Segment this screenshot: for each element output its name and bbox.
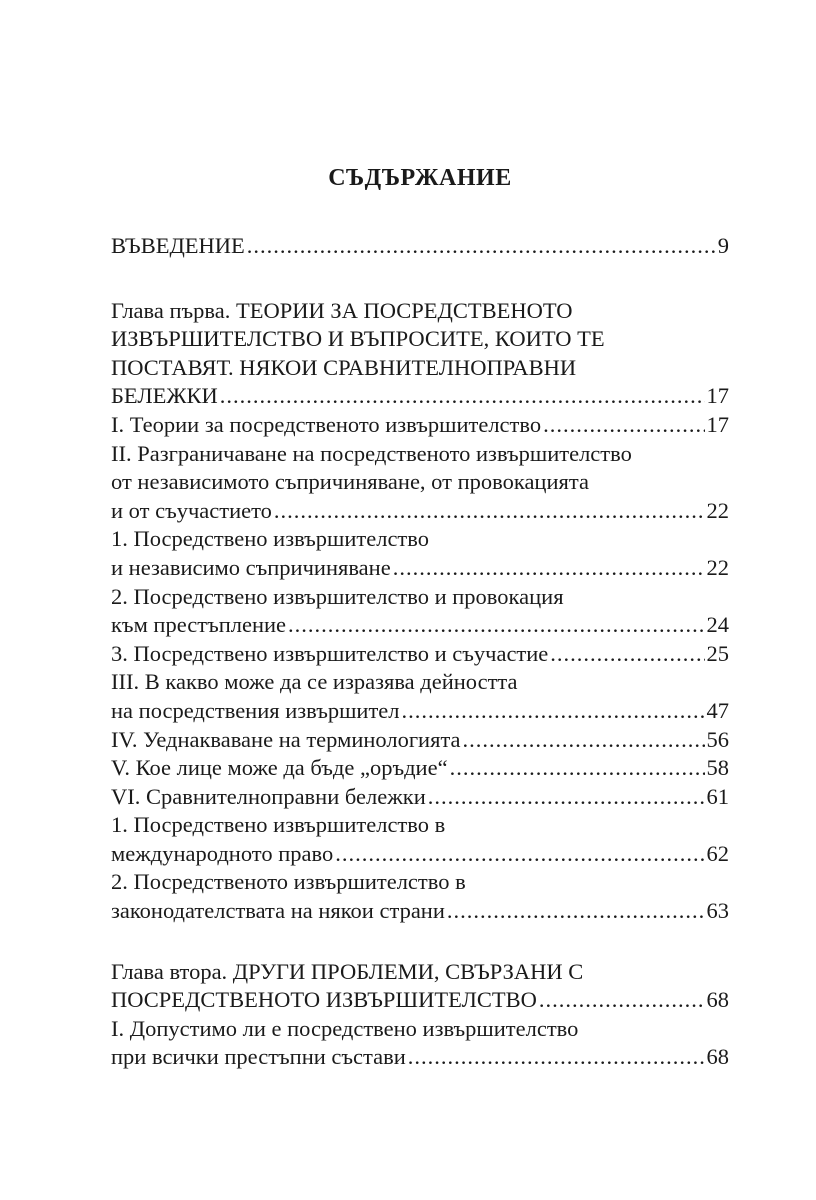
toc-entry-text: ПОСТАВЯТ. НЯКОИ СРАВНИТЕЛНОПРАВНИ	[111, 354, 577, 380]
toc-entry-text: ПОСРЕДСТВЕНОТО ИЗВЪРШИТЕЛСТВО	[111, 987, 537, 1013]
dot-leader	[463, 726, 705, 755]
toc-entry-text: II. Разграничаване на посредственото извършителство	[111, 440, 632, 466]
toc-page-number: 9	[717, 233, 729, 258]
toc-line	[111, 697, 729, 726]
toc-entry	[111, 868, 729, 925]
toc-line	[111, 325, 729, 354]
toc-entry-text: 2. Посредственото извършителство в	[111, 869, 466, 895]
toc-entry	[111, 440, 729, 526]
toc-entry-text: IV. Уеднакваване на терминологията	[111, 726, 461, 752]
toc-entry-text: от независимото съпричиняване, от провокацията	[111, 469, 589, 495]
toc-line	[111, 986, 729, 1015]
toc-page-number: 61	[706, 783, 729, 809]
toc-entry-text: при всички престъпни състави	[111, 1044, 406, 1070]
toc-line	[111, 868, 729, 897]
toc-entry-text: законодателствата на някои страни	[111, 898, 445, 924]
toc-page-number: 22	[706, 497, 729, 523]
dot-leader	[450, 754, 705, 783]
toc-page-number: 68	[706, 987, 729, 1013]
dot-leader	[543, 411, 704, 440]
toc-page-number: 58	[706, 755, 729, 781]
toc-entry	[111, 1015, 729, 1072]
dot-leader	[550, 640, 704, 669]
table-of-contents	[111, 232, 729, 1072]
dot-leader	[247, 232, 716, 261]
toc-line	[111, 1043, 729, 1072]
toc-page-number: 25	[706, 640, 729, 666]
toc-entry	[111, 783, 729, 812]
toc-entry	[111, 640, 729, 669]
toc-line	[111, 583, 729, 612]
toc-entry-text: на посредствения извършител	[111, 697, 400, 723]
toc-entry-text: V. Кое лице може да бъде „оръдие“	[111, 755, 448, 781]
toc-entry	[111, 411, 729, 440]
dot-leader	[274, 497, 705, 526]
toc-line	[111, 811, 729, 840]
toc-entry-text: VI. Сравнителноправни бележки	[111, 783, 426, 809]
toc-entry-text: към престъпление	[111, 612, 287, 638]
toc-entry-text: и от съучастието	[111, 497, 272, 523]
toc-entry	[111, 583, 729, 640]
dot-leader	[428, 783, 705, 812]
toc-entry-text: 2. Посредствено извършителство и провокация	[111, 583, 564, 609]
toc-line	[111, 297, 729, 326]
toc-entry-text: ИЗВЪРШИТЕЛСТВО И ВЪПРОСИТЕ, КОИТО ТЕ	[111, 326, 605, 352]
toc-page-number: 63	[706, 898, 729, 924]
toc-page-number: 56	[706, 726, 729, 752]
toc-entry-text: международното право	[111, 840, 334, 866]
toc-line	[111, 554, 729, 583]
toc-entry-text: I. Теории за посредственото извършителство	[111, 411, 542, 437]
toc-entry-text: и независимо съпричиняване	[111, 554, 391, 580]
toc-entry-text: Глава втора. ДРУГИ ПРОБЛЕМИ, СВЪРЗАНИ С	[111, 958, 584, 984]
dot-leader	[402, 697, 705, 726]
toc-page-number: 68	[706, 1044, 729, 1070]
toc-entry	[111, 668, 729, 725]
toc-line	[111, 783, 729, 812]
toc-line	[111, 754, 729, 783]
toc-line	[111, 232, 729, 261]
toc-entry	[111, 754, 729, 783]
document-page	[111, 0, 729, 1200]
page-title: СЪДЪРЖАНИЕ	[328, 165, 512, 191]
dot-leader	[539, 986, 705, 1015]
toc-line	[111, 611, 729, 640]
toc-line	[111, 668, 729, 697]
toc-entry	[111, 811, 729, 868]
toc-entry-text: 1. Посредствено извършителство	[111, 526, 429, 552]
toc-page-number: 17	[706, 411, 729, 437]
toc-entry-intro	[111, 232, 729, 261]
toc-entry-text: I. Допустимо ли е посредствено извършителство	[111, 1015, 579, 1041]
toc-line	[111, 440, 729, 469]
toc-entry	[111, 726, 729, 755]
toc-line	[111, 497, 729, 526]
dot-leader	[408, 1043, 705, 1072]
toc-line	[111, 897, 729, 926]
toc-page-number: 22	[706, 554, 729, 580]
toc-line	[111, 958, 729, 987]
toc-line	[111, 640, 729, 669]
dot-leader	[220, 382, 705, 411]
toc-entry-text: 3. Посредствено извършителство и съучастие	[111, 640, 549, 666]
toc-page-number: 24	[706, 612, 729, 638]
toc-entry-text: ВЪВЕДЕНИЕ	[111, 233, 245, 258]
toc-page-number: 62	[706, 840, 729, 866]
dot-leader	[447, 897, 705, 926]
toc-chapter-heading	[111, 958, 729, 1015]
toc-line	[111, 468, 729, 497]
toc-entry-text: 1. Посредствено извършителство в	[111, 812, 446, 838]
toc-line	[111, 382, 729, 411]
dot-leader	[335, 840, 704, 869]
toc-page-number: 47	[706, 697, 729, 723]
toc-line	[111, 840, 729, 869]
toc-line	[111, 726, 729, 755]
toc-entry-text: III. В какво може да се изразява дейността	[111, 669, 518, 695]
toc-entry-text: БЕЛЕЖКИ	[111, 383, 218, 409]
toc-entry-text: Глава първа. ТЕОРИИ ЗА ПОСРЕДСТВЕНОТО	[111, 297, 573, 323]
toc-entry	[111, 525, 729, 582]
toc-chapter-heading	[111, 297, 729, 411]
toc-line	[111, 1015, 729, 1044]
toc-page-number: 17	[706, 383, 729, 409]
toc-line	[111, 525, 729, 554]
dot-leader	[393, 554, 705, 583]
toc-line	[111, 411, 729, 440]
toc-line	[111, 354, 729, 383]
dot-leader	[288, 611, 704, 640]
